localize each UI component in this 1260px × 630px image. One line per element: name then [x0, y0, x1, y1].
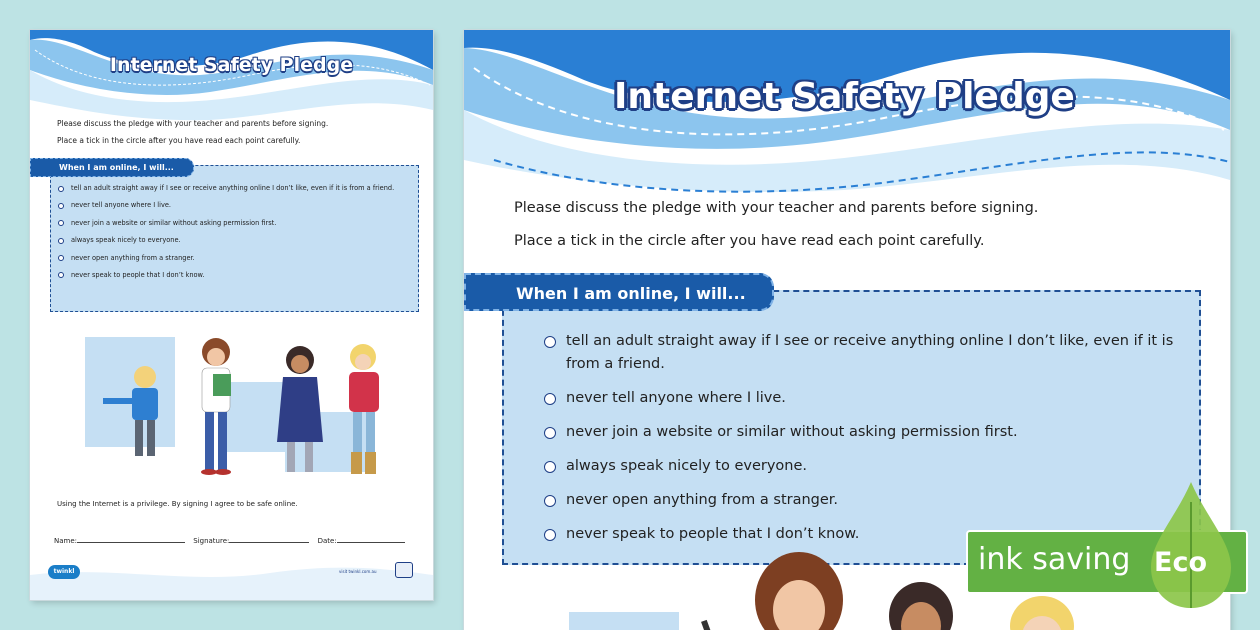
page-title: Internet Safety Pledge	[109, 54, 354, 76]
tick-circle[interactable]	[58, 238, 64, 244]
tick-circle[interactable]	[544, 427, 556, 439]
pledge-item: never open anything from a stranger.	[544, 489, 1184, 512]
tick-circle[interactable]	[544, 461, 556, 473]
eco-label: Eco	[1154, 547, 1207, 578]
agreement-statement: Using the Internet is a privilege. By signing I agree to be safe online.	[57, 500, 298, 508]
pledge-item: never tell anyone where I live.	[544, 387, 1184, 410]
pledge-item: never open anything from a stranger.	[58, 254, 408, 263]
tick-circle[interactable]	[544, 495, 556, 507]
tick-circle[interactable]	[544, 529, 556, 541]
pledge-item: never tell anyone where I live.	[58, 201, 408, 210]
signature-field[interactable]	[229, 535, 309, 543]
quality-badge-icon	[395, 562, 413, 578]
children-illustration	[85, 302, 385, 482]
pledge-list	[544, 330, 1184, 557]
ink-saving-text: ink saving	[978, 542, 1131, 577]
eco-banner	[966, 530, 1248, 594]
pledge-list	[58, 184, 408, 288]
date-label: Date:	[317, 537, 337, 545]
name-label: Name:	[54, 537, 78, 545]
date-field[interactable]	[337, 535, 405, 543]
intro-line-1: Please discuss the pledge with your teacher and parents before signing.	[57, 119, 329, 128]
name-field[interactable]	[77, 535, 185, 543]
signature-row	[54, 535, 405, 545]
pledge-item: tell an adult straight away if I see or receive anything online I don’t like, even if it is from a friend.	[58, 184, 408, 193]
section-heading: When I am online, I will...	[30, 158, 194, 177]
pledge-item: never join a website or similar without asking permission first.	[544, 421, 1184, 444]
pledge-item: never speak to people that I don’t know.	[544, 523, 1184, 546]
pledge-item: always speak nicely to everyone.	[58, 236, 408, 245]
intro-line-1: Please discuss the pledge with your teacher and parents before signing.	[514, 200, 1039, 216]
pledge-thumbnail-page	[30, 30, 433, 600]
tick-circle[interactable]	[58, 186, 64, 192]
intro-line-2: Place a tick in the circle after you have read each point carefully.	[514, 233, 985, 249]
footer-wave	[30, 555, 433, 600]
page-title: Internet Safety Pledge	[614, 76, 1075, 117]
website-link[interactable]: visit twinkl.com.au	[339, 569, 377, 574]
pledge-item: tell an adult straight away if I see or receive anything online I don’t like, even if it is from a friend.	[544, 330, 1184, 376]
signature-label: Signature:	[193, 537, 230, 545]
tick-circle[interactable]	[58, 203, 64, 209]
tick-circle[interactable]	[544, 393, 556, 405]
pledge-item: always speak nicely to everyone.	[544, 455, 1184, 478]
intro-line-2: Place a tick in the circle after you have read each point carefully.	[57, 136, 301, 145]
pledge-item: never join a website or similar without asking permission first.	[58, 219, 408, 228]
tick-circle[interactable]	[58, 272, 64, 278]
twinkl-logo: twinkl	[48, 565, 80, 579]
tick-circle[interactable]	[58, 255, 64, 261]
tick-circle[interactable]	[58, 220, 64, 226]
section-heading: When I am online, I will...	[464, 273, 774, 311]
tick-circle[interactable]	[544, 336, 556, 348]
pledge-item: never speak to people that I don’t know.	[58, 271, 408, 280]
